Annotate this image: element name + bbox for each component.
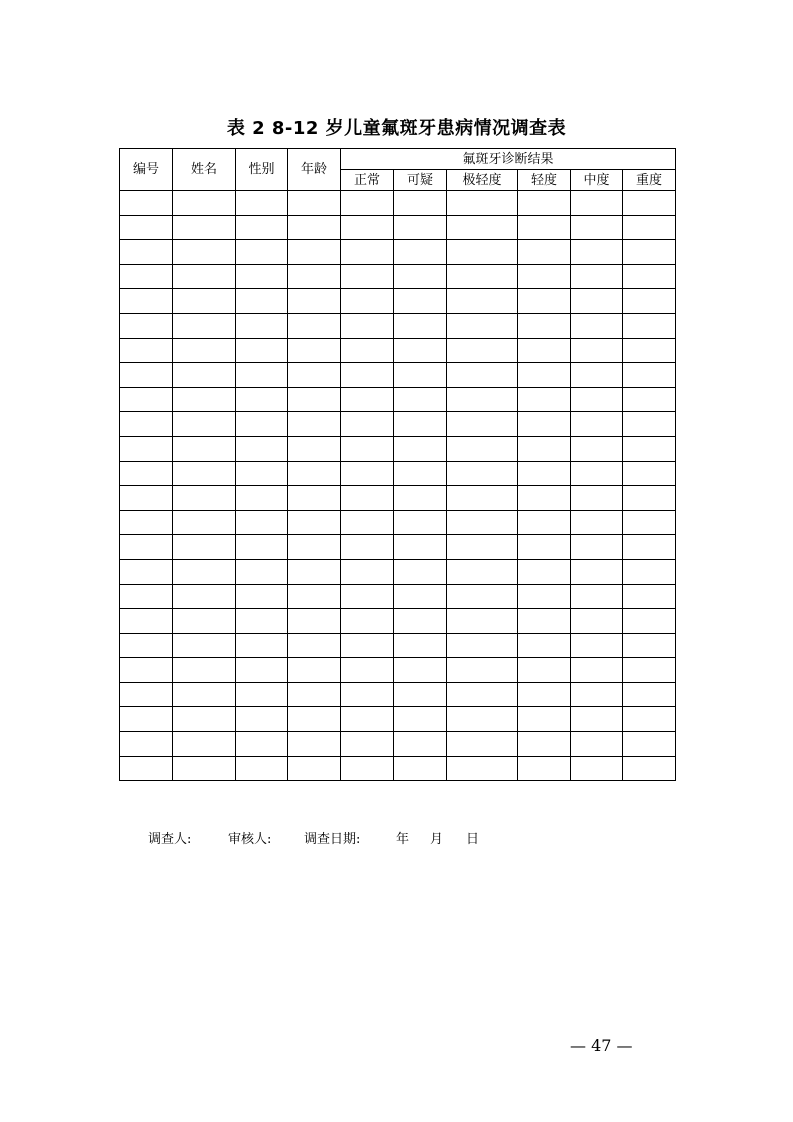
table-cell[interactable] [341, 264, 394, 289]
table-cell[interactable] [571, 584, 623, 609]
survey-date-label: 调查日期: [304, 832, 361, 847]
table-cell[interactable] [288, 338, 341, 363]
table-cell[interactable] [394, 609, 447, 634]
table-cell[interactable] [173, 756, 236, 781]
table-cell[interactable] [518, 338, 571, 363]
table-cell[interactable] [447, 240, 518, 265]
table-title: 表 2 8-12 岁儿童氟斑牙患病情况调查表 [226, 118, 567, 139]
table-cell[interactable] [120, 584, 173, 609]
table-cell[interactable] [236, 658, 288, 683]
table-cell[interactable] [623, 289, 676, 314]
table-cell[interactable] [288, 584, 341, 609]
table-cell[interactable] [288, 756, 341, 781]
table-cell[interactable] [623, 363, 676, 388]
table-row [120, 682, 676, 707]
table-cell[interactable] [236, 264, 288, 289]
table-cell[interactable] [518, 363, 571, 388]
table-cell[interactable] [571, 387, 623, 412]
table-cell[interactable] [120, 609, 173, 634]
table-cell[interactable] [288, 191, 341, 216]
header-normal: 正常 [341, 170, 394, 191]
table-cell[interactable] [173, 313, 236, 338]
table-cell[interactable] [394, 559, 447, 584]
table-cell[interactable] [120, 658, 173, 683]
table-cell[interactable] [173, 486, 236, 511]
table-cell[interactable] [236, 682, 288, 707]
table-cell[interactable] [173, 584, 236, 609]
table-cell[interactable] [288, 289, 341, 314]
table-cell[interactable] [288, 559, 341, 584]
table-cell[interactable] [571, 461, 623, 486]
table-cell[interactable] [288, 609, 341, 634]
table-cell[interactable] [623, 707, 676, 732]
table-cell[interactable] [447, 461, 518, 486]
table-cell[interactable] [173, 215, 236, 240]
page-number: — 47 — [570, 1036, 633, 1055]
table-cell[interactable] [623, 264, 676, 289]
table-cell[interactable] [571, 609, 623, 634]
table-cell[interactable] [341, 289, 394, 314]
table-cell[interactable] [623, 313, 676, 338]
table-cell[interactable] [394, 436, 447, 461]
table-cell[interactable] [120, 633, 173, 658]
table-cell[interactable] [341, 363, 394, 388]
table-cell[interactable] [120, 756, 173, 781]
table-cell[interactable] [571, 436, 623, 461]
table-cell[interactable] [120, 313, 173, 338]
table-cell[interactable] [120, 338, 173, 363]
table-cell[interactable] [236, 461, 288, 486]
table-cell[interactable] [288, 215, 341, 240]
table-cell[interactable] [173, 609, 236, 634]
table-cell[interactable] [518, 732, 571, 757]
header-diagnosis-group: 氟斑牙诊断结果 [341, 149, 676, 170]
table-cell[interactable] [236, 732, 288, 757]
table-cell[interactable] [120, 240, 173, 265]
table-cell[interactable] [120, 510, 173, 535]
table-cell[interactable] [571, 338, 623, 363]
table-cell[interactable] [623, 191, 676, 216]
table-cell[interactable] [120, 191, 173, 216]
table-cell[interactable] [120, 215, 173, 240]
table-cell[interactable] [571, 633, 623, 658]
table-cell[interactable] [341, 338, 394, 363]
table-cell[interactable] [518, 584, 571, 609]
table-cell[interactable] [120, 535, 173, 560]
table-cell[interactable] [447, 633, 518, 658]
table-row [120, 486, 676, 511]
table-cell[interactable] [236, 191, 288, 216]
header-id: 编号 [120, 149, 173, 191]
table-row [120, 756, 676, 781]
table-cell[interactable] [288, 387, 341, 412]
table-cell[interactable] [571, 658, 623, 683]
table-cell[interactable] [394, 756, 447, 781]
table-row [120, 461, 676, 486]
table-cell[interactable] [518, 633, 571, 658]
table-cell[interactable] [236, 436, 288, 461]
table-cell[interactable] [341, 682, 394, 707]
table-cell[interactable] [288, 461, 341, 486]
table-cell[interactable] [341, 658, 394, 683]
table-cell[interactable] [288, 363, 341, 388]
table-row [120, 240, 676, 265]
table-cell[interactable] [571, 412, 623, 437]
table-cell[interactable] [447, 387, 518, 412]
table-cell[interactable] [394, 707, 447, 732]
table-cell[interactable] [341, 756, 394, 781]
table-cell[interactable] [173, 412, 236, 437]
table-cell[interactable] [236, 559, 288, 584]
table-cell[interactable] [447, 313, 518, 338]
table-cell[interactable] [394, 633, 447, 658]
table-cell[interactable] [518, 756, 571, 781]
table-cell[interactable] [623, 338, 676, 363]
table-cell[interactable] [623, 412, 676, 437]
table-cell[interactable] [341, 535, 394, 560]
table-cell[interactable] [173, 535, 236, 560]
table-row [120, 559, 676, 584]
table-cell[interactable] [173, 338, 236, 363]
header-severe: 重度 [623, 170, 676, 191]
table-cell[interactable] [288, 412, 341, 437]
table-cell[interactable] [236, 387, 288, 412]
table-cell[interactable] [341, 461, 394, 486]
table-cell[interactable] [518, 387, 571, 412]
table-cell[interactable] [518, 658, 571, 683]
header-name: 姓名 [173, 149, 236, 191]
table-cell[interactable] [571, 486, 623, 511]
table-cell[interactable] [173, 658, 236, 683]
table-cell[interactable] [518, 313, 571, 338]
table-cell[interactable] [341, 240, 394, 265]
table-cell[interactable] [173, 732, 236, 757]
table-cell[interactable] [288, 535, 341, 560]
table-row [120, 609, 676, 634]
table-cell[interactable] [447, 584, 518, 609]
table-cell[interactable] [623, 658, 676, 683]
table-cell[interactable] [518, 461, 571, 486]
header-age: 年龄 [288, 149, 341, 191]
table-cell[interactable] [447, 191, 518, 216]
table-cell[interactable] [571, 732, 623, 757]
table-cell[interactable] [394, 682, 447, 707]
table-cell[interactable] [623, 682, 676, 707]
table-body [120, 191, 676, 781]
table-cell[interactable] [288, 707, 341, 732]
table-row [120, 191, 676, 216]
table-cell[interactable] [394, 535, 447, 560]
table-row [120, 363, 676, 388]
table-cell[interactable] [120, 732, 173, 757]
table-cell[interactable] [394, 264, 447, 289]
table-cell[interactable] [571, 707, 623, 732]
table-cell[interactable] [173, 559, 236, 584]
table-row [120, 264, 676, 289]
table-cell[interactable] [518, 535, 571, 560]
table-cell[interactable] [394, 486, 447, 511]
table-cell[interactable] [623, 486, 676, 511]
table-cell[interactable] [236, 486, 288, 511]
table-cell[interactable] [447, 363, 518, 388]
table-cell[interactable] [288, 436, 341, 461]
table-cell[interactable] [173, 436, 236, 461]
table-cell[interactable] [623, 215, 676, 240]
table-cell[interactable] [173, 387, 236, 412]
table-cell[interactable] [518, 436, 571, 461]
table-cell[interactable] [341, 633, 394, 658]
table-row [120, 707, 676, 732]
table-cell[interactable] [518, 510, 571, 535]
table-cell[interactable] [447, 486, 518, 511]
table-cell[interactable] [236, 584, 288, 609]
table-cell[interactable] [394, 658, 447, 683]
table-cell[interactable] [518, 215, 571, 240]
table-cell[interactable] [173, 633, 236, 658]
table-cell[interactable] [447, 559, 518, 584]
reviewer-label: 审核人: [228, 832, 272, 847]
table-cell[interactable] [173, 191, 236, 216]
table-cell[interactable] [120, 559, 173, 584]
table-row [120, 510, 676, 535]
table-cell[interactable] [447, 707, 518, 732]
table-cell[interactable] [288, 240, 341, 265]
table-cell[interactable] [447, 609, 518, 634]
table-cell[interactable] [120, 486, 173, 511]
table-cell[interactable] [288, 486, 341, 511]
table-row [120, 633, 676, 658]
table-cell[interactable] [571, 264, 623, 289]
table-row [120, 658, 676, 683]
table-cell[interactable] [571, 559, 623, 584]
table-cell[interactable] [236, 215, 288, 240]
table-cell[interactable] [518, 191, 571, 216]
table-cell[interactable] [447, 436, 518, 461]
table-cell[interactable] [394, 338, 447, 363]
table-cell[interactable] [394, 363, 447, 388]
table-cell[interactable] [288, 658, 341, 683]
table-cell[interactable] [447, 732, 518, 757]
day-label: 日 [466, 832, 480, 847]
table-row [120, 412, 676, 437]
table-cell[interactable] [120, 707, 173, 732]
table-cell[interactable] [518, 486, 571, 511]
table-cell[interactable] [447, 658, 518, 683]
year-label: 年 [396, 832, 410, 847]
table-cell[interactable] [120, 412, 173, 437]
table-cell[interactable] [394, 215, 447, 240]
table-cell[interactable] [173, 461, 236, 486]
table-cell[interactable] [447, 510, 518, 535]
table-row [120, 289, 676, 314]
table-cell[interactable] [236, 363, 288, 388]
table-cell[interactable] [623, 559, 676, 584]
table-cell[interactable] [236, 313, 288, 338]
table-cell[interactable] [394, 732, 447, 757]
table-cell[interactable] [341, 486, 394, 511]
table-cell[interactable] [394, 191, 447, 216]
month-label: 月 [430, 832, 444, 847]
table-cell[interactable] [571, 191, 623, 216]
table-cell[interactable] [236, 633, 288, 658]
table-cell[interactable] [173, 363, 236, 388]
signature-footer [148, 828, 479, 847]
table-cell[interactable] [394, 387, 447, 412]
table-cell[interactable] [341, 387, 394, 412]
header-moderate: 中度 [571, 170, 623, 191]
table-cell[interactable] [571, 363, 623, 388]
table-cell[interactable] [394, 412, 447, 437]
table-cell[interactable] [571, 756, 623, 781]
table-cell[interactable] [518, 289, 571, 314]
table-cell[interactable] [394, 313, 447, 338]
table-cell[interactable] [571, 313, 623, 338]
table-cell[interactable] [623, 732, 676, 757]
table-cell[interactable] [341, 707, 394, 732]
table-cell[interactable] [341, 191, 394, 216]
table-cell[interactable] [394, 510, 447, 535]
table-cell[interactable] [394, 289, 447, 314]
table-cell[interactable] [288, 313, 341, 338]
table-cell[interactable] [173, 510, 236, 535]
table-cell[interactable] [288, 633, 341, 658]
table-cell[interactable] [236, 412, 288, 437]
table-cell[interactable] [623, 461, 676, 486]
table-cell[interactable] [236, 510, 288, 535]
table-cell[interactable] [518, 609, 571, 634]
table-cell[interactable] [571, 240, 623, 265]
table-cell[interactable] [236, 609, 288, 634]
table-row [120, 584, 676, 609]
survey-table [119, 148, 676, 781]
table-cell[interactable] [518, 240, 571, 265]
table-cell[interactable] [341, 609, 394, 634]
table-cell[interactable] [173, 240, 236, 265]
table-cell[interactable] [341, 584, 394, 609]
table-cell[interactable] [623, 436, 676, 461]
table-cell[interactable] [447, 682, 518, 707]
header-questionable: 可疑 [394, 170, 447, 191]
table-row [120, 732, 676, 757]
table-cell[interactable] [236, 289, 288, 314]
table-cell[interactable] [341, 412, 394, 437]
table-cell[interactable] [623, 633, 676, 658]
table-cell[interactable] [236, 756, 288, 781]
table-cell[interactable] [341, 313, 394, 338]
table-row [120, 338, 676, 363]
table-cell[interactable] [518, 412, 571, 437]
header-mild: 轻度 [518, 170, 571, 191]
table-cell[interactable] [447, 289, 518, 314]
table-cell[interactable] [518, 682, 571, 707]
table-cell[interactable] [623, 756, 676, 781]
table-cell[interactable] [341, 559, 394, 584]
table-cell[interactable] [447, 412, 518, 437]
table-row [120, 387, 676, 412]
table-cell[interactable] [571, 510, 623, 535]
table-cell[interactable] [341, 436, 394, 461]
table-cell[interactable] [288, 732, 341, 757]
table-cell[interactable] [236, 707, 288, 732]
table-cell[interactable] [341, 215, 394, 240]
table-cell[interactable] [394, 584, 447, 609]
table-cell[interactable] [518, 559, 571, 584]
table-cell[interactable] [288, 510, 341, 535]
table-cell[interactable] [571, 289, 623, 314]
table-cell[interactable] [623, 387, 676, 412]
table-cell[interactable] [623, 510, 676, 535]
table-cell[interactable] [120, 461, 173, 486]
table-cell[interactable] [571, 682, 623, 707]
header-sex: 性别 [236, 149, 288, 191]
table-row [120, 215, 676, 240]
table-cell[interactable] [173, 289, 236, 314]
table-cell[interactable] [236, 535, 288, 560]
table-cell[interactable] [394, 461, 447, 486]
table-row [120, 436, 676, 461]
table-cell[interactable] [173, 264, 236, 289]
table-cell[interactable] [518, 264, 571, 289]
table-cell[interactable] [341, 732, 394, 757]
table-row [120, 535, 676, 560]
table-cell[interactable] [623, 240, 676, 265]
table-cell[interactable] [447, 264, 518, 289]
table-cell[interactable] [341, 510, 394, 535]
table-cell[interactable] [571, 535, 623, 560]
table-cell[interactable] [623, 535, 676, 560]
table-cell[interactable] [447, 756, 518, 781]
table-cell[interactable] [447, 338, 518, 363]
table-cell[interactable] [236, 240, 288, 265]
table-cell[interactable] [288, 682, 341, 707]
table-cell[interactable] [571, 215, 623, 240]
table-cell[interactable] [623, 584, 676, 609]
table-cell[interactable] [518, 707, 571, 732]
table-cell[interactable] [120, 264, 173, 289]
table-cell[interactable] [623, 609, 676, 634]
table-cell[interactable] [173, 682, 236, 707]
table-cell[interactable] [394, 240, 447, 265]
table-cell[interactable] [236, 338, 288, 363]
table-cell[interactable] [120, 363, 173, 388]
table-cell[interactable] [120, 387, 173, 412]
table-cell[interactable] [288, 264, 341, 289]
table-cell[interactable] [120, 289, 173, 314]
table-cell[interactable] [447, 215, 518, 240]
table-cell[interactable] [173, 707, 236, 732]
table-cell[interactable] [120, 436, 173, 461]
table-row [120, 313, 676, 338]
investigator-label: 调查人: [148, 832, 192, 847]
header-very-mild: 极轻度 [447, 170, 518, 191]
table-cell[interactable] [120, 682, 173, 707]
table-cell[interactable] [447, 535, 518, 560]
